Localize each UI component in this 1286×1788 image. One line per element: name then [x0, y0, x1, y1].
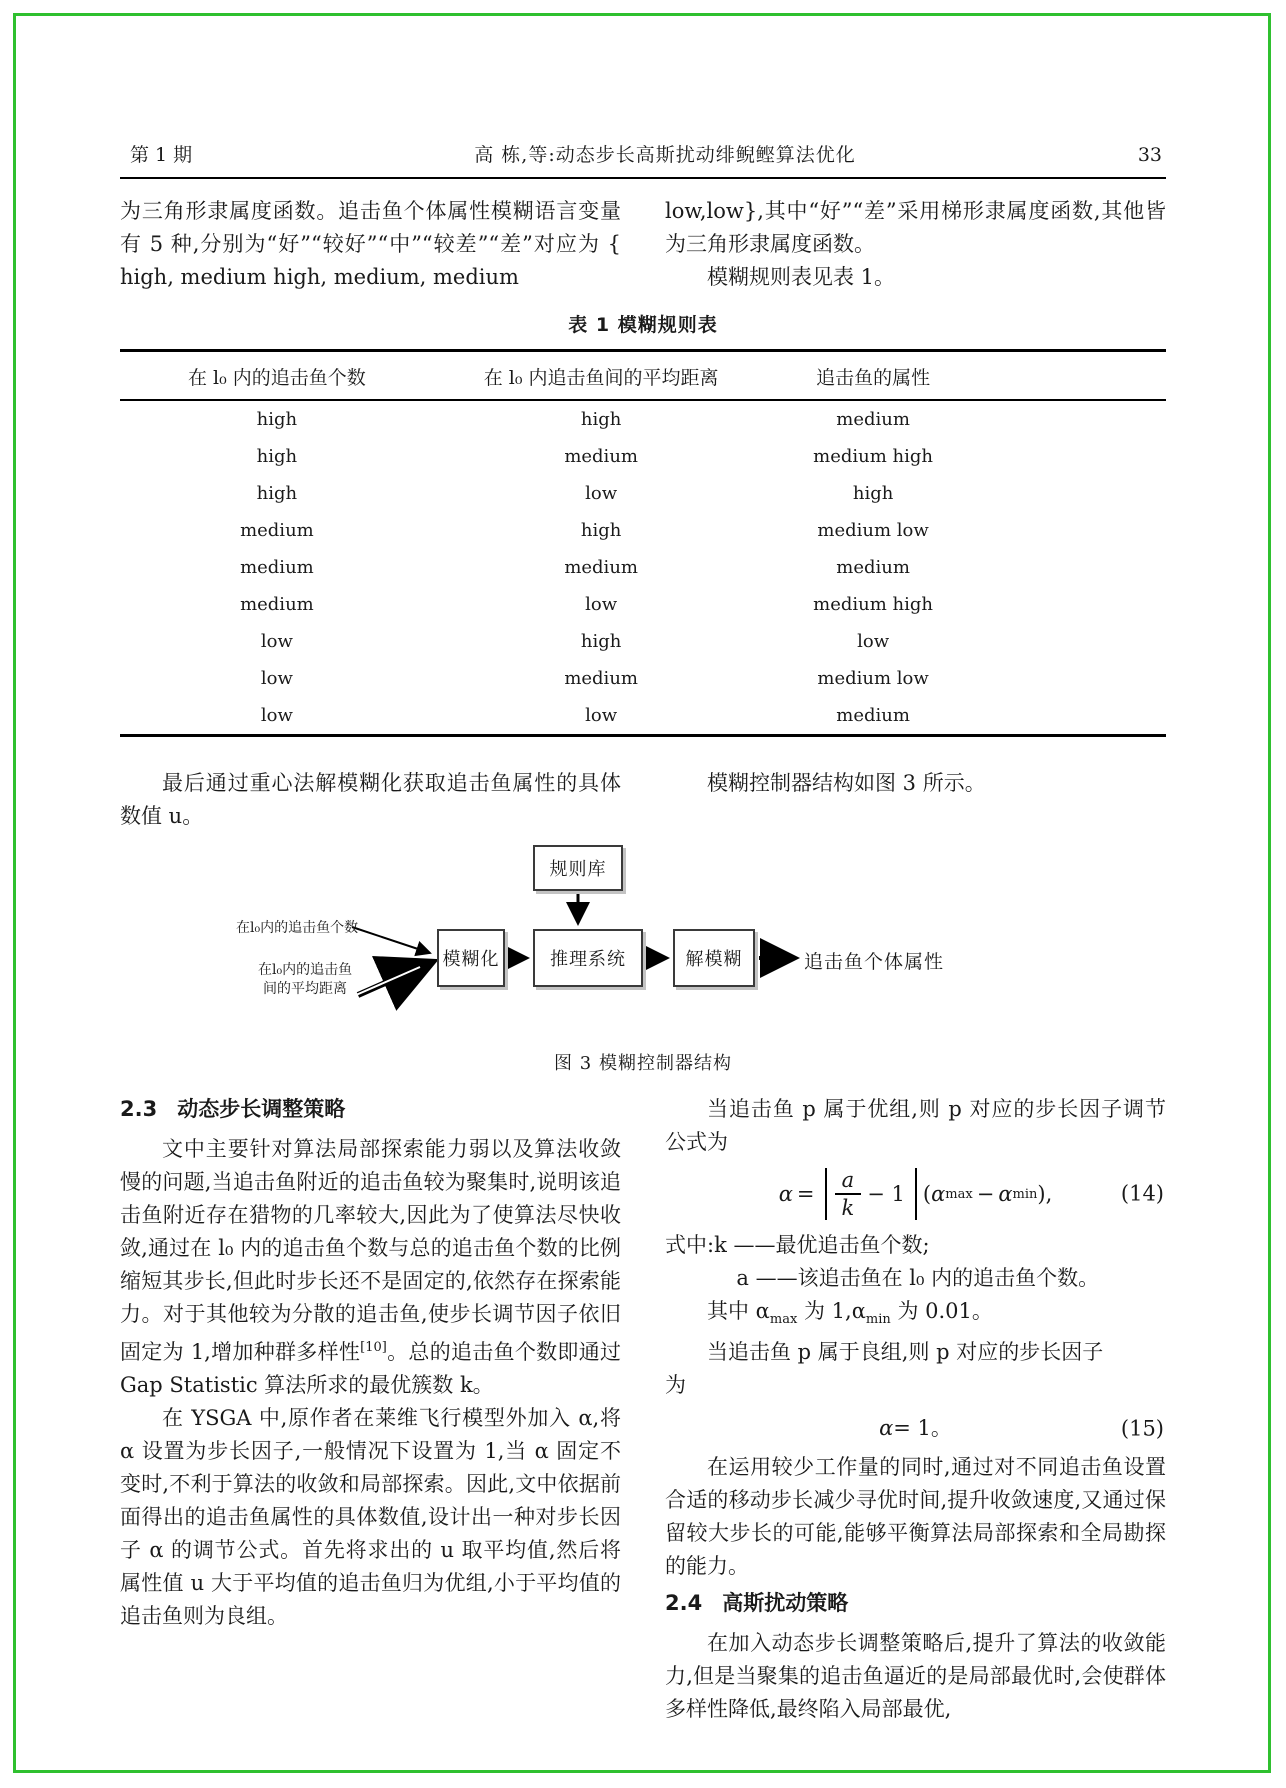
table-cell: medium	[564, 668, 638, 689]
eq14-equals: =	[796, 1181, 815, 1206]
equation-14	[665, 1167, 1166, 1221]
figure-input1-label: 在l₀内的追击鱼个数	[236, 920, 359, 936]
abs-bar	[915, 1168, 917, 1220]
table-cell: medium	[836, 409, 910, 430]
column-header-filler	[978, 351, 1166, 401]
eq14-alpha-min: α	[998, 1181, 1013, 1206]
paragraph	[665, 1295, 1166, 1336]
table-cell: medium high	[813, 594, 934, 615]
issue-label: 第 1 期	[130, 144, 193, 166]
right-column	[665, 195, 1166, 294]
equation-number: (14)	[1120, 1181, 1164, 1206]
running-title: 高 栋,等:动态步长高斯扰动绯鲵鲣算法优化	[474, 144, 856, 166]
page-number: 33	[1137, 144, 1162, 166]
rule-base-label: 规则库	[549, 859, 607, 880]
table-cell: high	[256, 483, 298, 504]
fraction	[835, 1167, 862, 1221]
paragraph-text: 文中主要针对算法局部探索能力弱以及算法收敛慢的问题,当追击鱼附近的追击鱼较为聚集时,说明该追击鱼附近存在猎物的几率较大,因此为了使算法尽快收敛,通过在 l₀ 内的追击鱼个数与总的追击鱼个数的比例缩短其步长,但此时步长还不是固定的,依然存在探索能力。对于其他较为分散的追击鱼,使步长调节因子依旧固定为 1,增加种群多样性	[120, 1137, 621, 1364]
paragraph	[120, 1133, 621, 1402]
rule-base-box	[533, 845, 623, 891]
table-row	[120, 400, 1166, 438]
table-filler-cell	[978, 697, 1166, 736]
left-column	[120, 767, 621, 833]
table-row	[120, 512, 1166, 549]
eq14-open-paren: (	[922, 1181, 932, 1206]
figure-output-label: 追击鱼个体属性	[804, 951, 945, 973]
table-row	[120, 475, 1166, 512]
table-row	[120, 438, 1166, 475]
paragraph-text: 其中 α	[707, 1299, 770, 1323]
table-cell: high	[256, 409, 298, 430]
eq15-body: = 1。	[893, 1416, 952, 1441]
table-filler-cell	[978, 660, 1166, 697]
citation-10: [10]	[360, 1340, 387, 1355]
intro-columns	[120, 195, 1166, 294]
table-cell: medium low	[817, 520, 929, 541]
page-content	[120, 140, 1166, 1726]
section-number: 2.4	[665, 1591, 703, 1616]
equation-15	[665, 1412, 1166, 1445]
table-cell: high	[580, 520, 622, 541]
table-cell: low	[585, 705, 618, 726]
running-head	[120, 140, 1166, 179]
column-header: 在 l₀ 内追击鱼间的平均距离	[434, 351, 769, 401]
figure3-diagram	[120, 843, 1166, 1021]
table-cell: medium	[836, 705, 910, 726]
column-header: 追击鱼的属性	[769, 351, 978, 401]
table-header-row	[120, 351, 1166, 401]
post-table-columns	[120, 767, 1166, 833]
figure-input2-line2: 间的平均距离	[263, 981, 348, 997]
paragraph: 在加入动态步长调整策略后,提升了算法的收敛能力,但是当聚集的追击鱼逼近的是局部最优时,会使群体多样性降低,最终陷入局部最优,	[665, 1631, 1166, 1722]
table-cell: medium	[240, 594, 314, 615]
abs-bar	[825, 1168, 827, 1220]
eq14-close-paren: ),	[1037, 1181, 1053, 1206]
table-filler-cell	[978, 549, 1166, 586]
eq14-sub-min: min	[1012, 1186, 1038, 1202]
defuzzify-box	[673, 929, 755, 987]
paragraph: 为	[665, 1373, 686, 1398]
paragraph: 为三角形隶属度函数。追击鱼个体属性模糊语言变量有 5 种,分别为“好”“较好”“中”“较差”“差”对应为 { high, medium high, medium, medium	[120, 199, 621, 289]
alpha-max-subscript: max	[769, 1312, 798, 1328]
paragraph: 最后通过重心法解模糊化获取追击鱼属性的具体数值 u。	[120, 771, 621, 828]
paragraph: low,low},其中“好”“差”采用梯形隶属度函数,其他皆为三角形隶属度函数。	[665, 199, 1166, 256]
paragraph-text: 。总的追击鱼个数即通过 Gap Statistic 算法所求的最优簇数 k。	[120, 1340, 621, 1397]
table-row	[120, 586, 1166, 623]
column-header: 在 l₀ 内的追击鱼个数	[120, 351, 434, 401]
section-2-4-heading	[665, 1587, 1166, 1620]
paragraph: 模糊控制器结构如图 3 所示。	[707, 771, 986, 795]
inference-system-box	[533, 929, 643, 987]
table-caption: 表 1 模糊规则表	[568, 314, 718, 336]
eq14-minus-one: − 1	[867, 1181, 905, 1206]
right-column	[665, 767, 1166, 833]
table-filler-cell	[978, 438, 1166, 475]
inference-label: 推理系统	[550, 949, 626, 970]
table-filler-cell	[978, 400, 1166, 438]
section-title: 高斯扰动策略	[722, 1591, 849, 1616]
table-cell: low	[260, 631, 293, 652]
table-row	[120, 697, 1166, 736]
table-filler-cell	[978, 623, 1166, 660]
table-cell: low	[260, 668, 293, 689]
paragraph: 当追击鱼 p 属于良组,则 p 对应的步长因子	[707, 1340, 1104, 1365]
left-column	[120, 1093, 621, 1726]
table-cell: low	[585, 594, 618, 615]
fraction-numerator: a	[841, 1168, 855, 1192]
section-2-3-heading	[120, 1093, 621, 1126]
eq14-alpha-max: α	[931, 1181, 946, 1206]
table-cell: high	[256, 446, 298, 467]
table1-block	[120, 310, 1166, 737]
table-cell: medium	[564, 446, 638, 467]
defuzzify-label: 解模糊	[685, 949, 743, 970]
section-title: 动态步长调整策略	[177, 1097, 346, 1121]
table-row	[120, 549, 1166, 586]
left-column	[120, 195, 621, 294]
table-cell: high	[580, 631, 622, 652]
paragraph-text: 为 1,α	[797, 1299, 866, 1323]
fuzzify-box	[437, 929, 505, 987]
paragraph: 当追击鱼 p 属于优组,则 p 对应的步长因子调节公式为	[665, 1097, 1166, 1154]
eq14-sub-max: max	[945, 1186, 973, 1202]
paragraph: a ——该追击鱼在 l₀ 内的追击鱼个数。	[736, 1266, 1100, 1290]
eq14-alpha: α	[778, 1181, 793, 1206]
table-cell: high	[852, 483, 894, 504]
table-cell: medium	[240, 520, 314, 541]
section-number: 2.3	[120, 1097, 158, 1121]
table-cell: medium	[836, 557, 910, 578]
table-cell: low	[857, 631, 890, 652]
fuzzy-rules-table	[120, 349, 1166, 737]
paragraph: 在运用较少工作量的同时,通过对不同追击鱼设置合适的移动步长减少寻优时间,提升收敛速度,又通过保留较大步长的可能,能够平衡算法局部探索和全局勘探的能力。	[665, 1455, 1166, 1579]
table-cell: high	[580, 409, 622, 430]
figure-input2-label	[258, 961, 352, 999]
table-row	[120, 660, 1166, 697]
table-cell: medium	[240, 557, 314, 578]
table-cell: medium	[564, 557, 638, 578]
table-row	[120, 623, 1166, 660]
table-cell: medium high	[813, 446, 934, 467]
table-filler-cell	[978, 475, 1166, 512]
fraction-denominator: k	[835, 1193, 862, 1221]
figure-caption: 图 3 模糊控制器结构	[554, 1053, 732, 1074]
table-filler-cell	[978, 512, 1166, 549]
figure-input2-line1: 在l₀内的追击鱼	[258, 962, 353, 978]
table-filler-cell	[978, 586, 1166, 623]
eq14-minus: −	[976, 1181, 995, 1206]
paragraph: 式中:k ——最优追击鱼个数;	[665, 1233, 930, 1257]
alpha-min-subscript: min	[865, 1312, 891, 1328]
eq15-alpha: α	[879, 1416, 894, 1441]
right-column	[665, 1093, 1166, 1726]
table-cell: low	[260, 705, 293, 726]
fuzzify-label: 模糊化	[442, 949, 500, 970]
paragraph: 在 YSGA 中,原作者在莱维飞行模型外加入 α,将 α 设置为步长因子,一般情况下设置为 1,当 α 固定不变时,不利于算法的收敛和局部探索。因此,文中依据前面得出的追击鱼属性的具体数值,设计出一种对步长因子 α 的调节公式。首先将求出的 u 取平均值,然后将属性值 u 大于平均值的追击鱼归为优组,小于平均值的追击鱼则为良组。	[120, 1406, 621, 1628]
paragraph: 模糊规则表见表 1。	[707, 265, 896, 289]
equation-number: (15)	[1120, 1416, 1164, 1441]
table-cell: low	[585, 483, 618, 504]
body-columns	[120, 1093, 1166, 1726]
paragraph-text: 为 0.01。	[890, 1299, 993, 1323]
table-cell: medium low	[817, 668, 929, 689]
